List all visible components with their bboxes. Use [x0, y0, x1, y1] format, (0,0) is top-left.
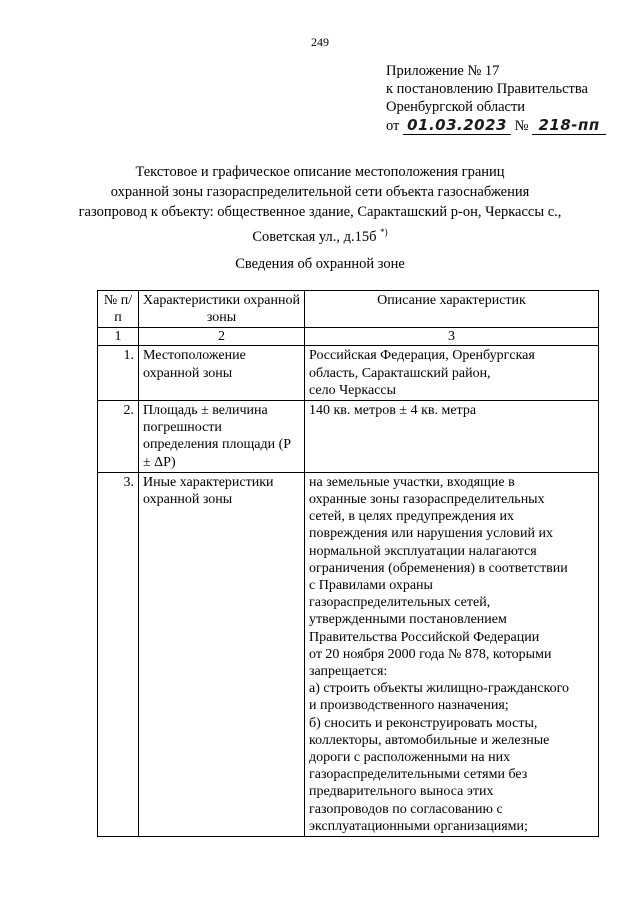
row-number: 2.	[98, 401, 139, 473]
description-line: утвержденными постановлением	[309, 612, 507, 628]
document-title	[60, 162, 580, 247]
description-line: запрещается:	[309, 664, 388, 680]
appendix-title: Приложение № 17	[386, 63, 500, 79]
row-characteristic: Местоположение охранной зоны	[139, 346, 305, 401]
column-number: 3	[305, 328, 599, 346]
page-number: 249	[311, 35, 329, 49]
number-prefix: №	[514, 118, 529, 134]
title-address: Советская ул., д.15б	[252, 228, 377, 245]
description-line: газораспределительных сетей,	[309, 595, 491, 611]
description-line: на земельные участки, входящие в	[309, 474, 515, 490]
description-line: коллекторы, автомобильные и железные	[309, 732, 550, 748]
description-line: село Черкассы	[309, 382, 397, 398]
row-characteristic: Иные характеристики охранной зоны	[139, 472, 305, 836]
description-line: повреждения или нарушения условий их	[309, 526, 553, 542]
handwritten-date: 01.03.2023	[403, 116, 511, 135]
description-line: Правительства Российской Федерации	[309, 629, 540, 645]
description-line: и производственного назначения;	[309, 698, 509, 714]
description-line: ограничения (обременения) в соответствии	[309, 560, 568, 576]
description-line: эксплуатационными организациями;	[309, 818, 528, 834]
table-row	[98, 401, 599, 473]
title-line: газопровод к объекту: общественное здание, Саракташский р-он, Черкассы с.,	[78, 204, 562, 220]
appendix-resolution-line: к постановлению Правительства	[386, 81, 588, 97]
column-number: 2	[139, 328, 305, 346]
table-row	[98, 472, 599, 836]
header-characteristic: Характеристики охранной зоны	[139, 291, 305, 328]
description-line: от 20 ноября 2000 года № 878, которыми	[309, 646, 552, 662]
description-line: Российская Федерация, Оренбургская	[309, 348, 535, 364]
description-line: сетей, в целях предупреждения их	[309, 509, 514, 525]
appendix-header	[386, 62, 636, 135]
row-description	[305, 472, 599, 836]
header-description: Описание характеристик	[305, 291, 599, 328]
row-description	[305, 401, 599, 473]
header-number: № п/п	[98, 291, 139, 328]
description-line: а) строить объекты жилищно-гражданского	[309, 681, 569, 697]
appendix-region-line: Оренбургской области	[386, 99, 526, 115]
title-line	[60, 222, 580, 247]
section-subtitle: Сведения об охранной зоне	[235, 256, 405, 272]
row-description	[305, 346, 599, 401]
description-line: область, Саракташский район,	[309, 365, 491, 381]
row-number: 1.	[98, 346, 139, 401]
title-line: охранной зоны газораспределительной сети объекта газоснабжения	[110, 184, 530, 200]
handwritten-number: 218-пп	[532, 116, 606, 135]
description-line: нормальной эксплуатации налагаются	[309, 543, 537, 559]
description-line: газопроводов по согласованию с	[309, 801, 503, 817]
description-line: предварительного выноса этих	[309, 784, 494, 800]
description-line: дороги с расположенными на них	[309, 750, 511, 766]
description-line: с Правилами охраны	[309, 578, 433, 594]
table-header-row	[98, 291, 599, 328]
title-line: Текстовое и графическое описание местоположения границ	[135, 164, 505, 180]
zone-info-table	[97, 290, 599, 837]
description-line: газораспределительными сетями без	[309, 767, 528, 783]
description-line: охранные зоны газораспределительных	[309, 492, 545, 508]
column-number-row	[98, 328, 599, 346]
row-number: 3.	[98, 472, 139, 836]
description-line: б) сносить и реконструировать мосты,	[309, 715, 538, 731]
row-characteristic: Площадь ± величина погрешности определения площади (P ± ΔP)	[139, 401, 305, 473]
appendix-date-line	[386, 116, 636, 135]
column-number: 1	[98, 328, 139, 346]
table-row	[98, 346, 599, 401]
date-prefix: от	[386, 118, 400, 134]
footnote-mark: *)	[380, 227, 388, 237]
description-line: 140 кв. метров ± 4 кв. метра	[309, 403, 477, 419]
